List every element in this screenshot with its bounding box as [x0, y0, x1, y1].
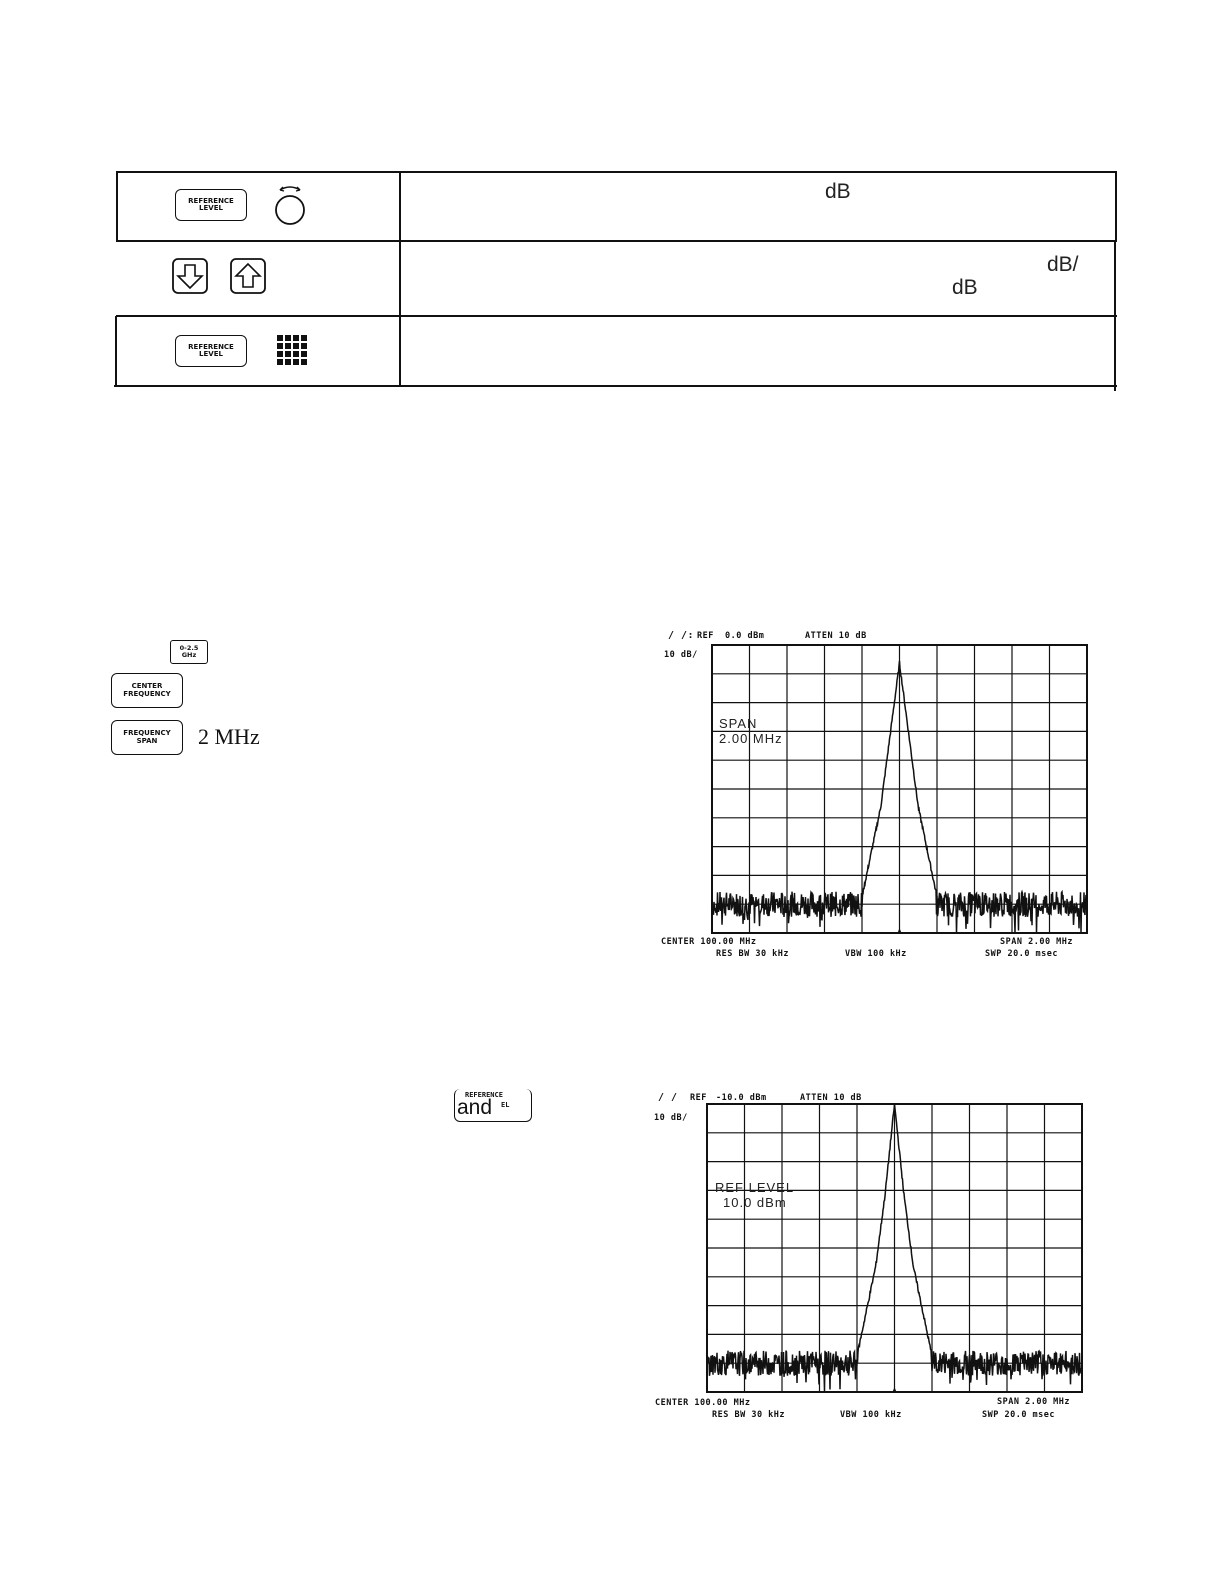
sweep-label: SWP 20.0 msec: [985, 949, 1059, 959]
key-label: REFERENCE: [188, 342, 234, 351]
atten-label: ATTEN 10 dB: [805, 631, 867, 641]
ref-value: -10.0 dBm: [716, 1093, 767, 1103]
key-label: REFERENCE: [188, 196, 234, 205]
step-up-key[interactable]: [228, 256, 268, 296]
vbw-label: VBW 100 kHz: [840, 1410, 902, 1420]
center-freq-label: CENTER 100.00 MHz: [655, 1398, 751, 1408]
band-key[interactable]: [170, 640, 208, 664]
table-border-top: [116, 171, 1117, 173]
table-border-right: [1114, 241, 1116, 391]
table-border-left: [116, 171, 118, 241]
reference-level-key[interactable]: [175, 335, 247, 367]
spectrum-plot-2: [706, 1103, 1083, 1393]
table-border-right: [1115, 171, 1117, 241]
scale-label: 10 dB/: [654, 1113, 688, 1123]
and-text: and: [457, 1096, 493, 1119]
ref-value: 0.0 dBm: [725, 631, 765, 641]
corner-mark: / /:: [668, 630, 695, 641]
key-label: EL: [501, 1101, 510, 1109]
key-label: LEVEL: [199, 350, 223, 358]
step-down-key[interactable]: [170, 256, 210, 296]
center-freq-label: CENTER 100.00 MHz: [661, 937, 757, 947]
key-label: REFERENCE: [465, 1091, 503, 1099]
key-label: SPAN: [136, 736, 158, 745]
annotation-line1: SPAN: [719, 716, 758, 731]
keypad-icon[interactable]: [275, 334, 311, 368]
annotation-line2: 2.00 MHz: [719, 731, 783, 746]
key-label: FREQUENCY: [123, 729, 171, 738]
vbw-label: VBW 100 kHz: [845, 949, 907, 959]
key-label: LEVEL: [199, 204, 223, 212]
table-row-divider: [116, 240, 1117, 242]
scale-label: 10 dB/: [664, 650, 698, 660]
table-border-bottom: [114, 385, 1117, 387]
row2-text-line1: dB/: [1047, 253, 1079, 276]
key-label: CENTER: [131, 682, 163, 691]
atten-label: ATTEN 10 dB: [800, 1093, 862, 1103]
span-label: SPAN 2.00 MHz: [997, 1397, 1071, 1407]
frequency-span-key[interactable]: [111, 720, 183, 755]
reference-level-key-inline[interactable]: [454, 1089, 532, 1122]
res-bw-label: RES BW 30 kHz: [712, 1410, 786, 1420]
key-label: FREQUENCY: [123, 689, 171, 698]
center-frequency-key[interactable]: [111, 673, 183, 708]
ref-label: REF: [697, 631, 714, 641]
sweep-label: SWP 20.0 msec: [982, 1410, 1056, 1420]
reference-level-key[interactable]: [175, 189, 247, 221]
knob-icon[interactable]: [268, 180, 312, 228]
center-marker: [893, 1387, 897, 1392]
span-value: 2 MHz: [198, 724, 260, 749]
annotation-line2: 10.0 dBm: [723, 1195, 787, 1210]
center-marker: [898, 928, 902, 933]
ref-label: REF: [690, 1093, 707, 1103]
key-label: GHz: [181, 651, 197, 659]
table-row-divider: [116, 315, 1117, 317]
key-label: 0-2.5: [179, 644, 199, 653]
corner-mark: / /: [658, 1092, 678, 1103]
annotation-line1: REF LEVEL: [715, 1180, 795, 1195]
span-label: SPAN 2.00 MHz: [1000, 937, 1074, 947]
row2-text-line2: dB: [952, 276, 978, 299]
table-column-divider: [399, 171, 401, 387]
table-border-left: [115, 316, 117, 387]
row1-text: dB: [825, 180, 851, 203]
res-bw-label: RES BW 30 kHz: [716, 949, 790, 959]
spectrum-plot-1: [711, 644, 1088, 934]
